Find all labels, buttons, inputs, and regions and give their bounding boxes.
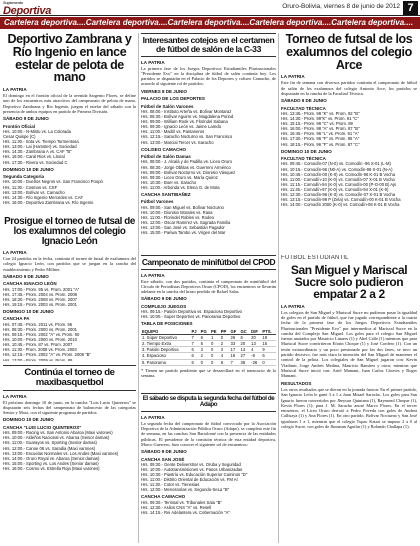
schedule-row: Hrs. 09:00.- William Rook vs. Florindel Sabana (141, 119, 228, 125)
schedule-row: Hrs. 15:00.- Sporting vs. Los Andes (Senior damas) (3, 460, 99, 466)
stat-cell: 6 (220, 359, 230, 365)
stat-cell: 33 (230, 341, 240, 347)
stat-cell: 0 (200, 359, 210, 365)
stat-cell: 0 (220, 334, 230, 340)
schedule-row: Hrs. 10:45.- Comodín-00 (K-0) vs. Comodín-96 K-01 B Vocha (281, 171, 396, 177)
brand-subtitle: Suplemento (3, 0, 23, 5)
schedule-row: Hrs. 10:00.- Prom. 2000 vs. Prom. 2010 (3, 337, 78, 343)
schedule-row: Cesar Quispe (C) (3, 134, 36, 140)
schedule-venue: CANCHA SAN JOSÉ (141, 456, 185, 462)
stat-cell: 13 (240, 347, 251, 353)
schedule-row: Hrs. 13:00.- Prom. 2009 vs. Prom. 89 (3, 357, 73, 361)
schedule-row: Hrs. 09:00.- San Miguel vs. Bolívar Nocturno (141, 204, 224, 210)
brand-title: Deportiva (3, 5, 52, 17)
schedule-venue: CANCHA SANTIBAÑEZ (141, 191, 191, 197)
schedule-row: Hrs. 11:15.- Comodín-94 (K-0) vs. Comodín-00 (P-O-00 B) Ajs (281, 181, 397, 187)
standings-table (141, 329, 276, 366)
schedule-row: Hrs. 14:30.- Río Ingenio Mercedes vs. CAF (3, 194, 84, 200)
team-cell: 4. Espacioso (141, 353, 191, 359)
article-pelota-de-mano (3, 33, 136, 213)
schedule-row: Hrs. 10:00.- Autotransmisiones vs. Pasos Urbanizadas (141, 467, 243, 473)
schedule-row: Hrs. 14:00.- Comodín 2000 (K-0) vs. Comodín-08 K-01 B Vocha (281, 202, 400, 208)
schedule-row: Hrs. 13:00.- Escuelas Normales vs. Los Andes (Maxi varones) (3, 450, 119, 456)
standings-header: PE (210, 329, 220, 335)
standings-header: PG (200, 329, 210, 335)
schedule-row: Hrs. 11:30.- Prom. 2008 vs. Prom. 2003 (3, 347, 77, 353)
schedule-venue: PALACIO DE LOS DEPORTES (141, 96, 205, 102)
schedule-row: Hrs. 15:00.- Pariwa Tambo vs. Virgen del Mar (141, 230, 226, 236)
schedule-row: Hrs. 10:00.- Aldeños Nacional vs. Abaroa (Senior damas) (3, 435, 110, 441)
schedule-venue: CANCHA "LUIS LUCIO QUINTEROS" (3, 424, 82, 430)
stat-cell: 3 (200, 347, 210, 353)
schedule-row: Hrs. 17:45.- Prom. 2004 vs. Prom. 2008 (3, 291, 78, 297)
schedule-row: Hrs. 11:30.- Cosmos vs. CSF (3, 184, 58, 190)
schedule-row: Hrs. 09:00.- Racing vs. San Antonio Abaroa (Maxi varones) (3, 430, 113, 436)
headline: Deportivo Zambrana y Río Ingenio en lance estelar de pelota de mano (7, 33, 132, 85)
schedule-row: Hrs. 17:00.- Prom. 95 vs. Prom. 2001 "A" (3, 286, 80, 292)
masthead (0, 0, 420, 16)
section-kicker: FÚTBOL ESTUDIANTIL (281, 255, 349, 261)
schedule-day: DOMINGO 10 DE JUNIO (3, 166, 54, 172)
source-credit: LA PATRIA (3, 249, 27, 255)
schedule-row: Hrs. 10:30.- Piastría vs. Educación Superior Caminos "D" (141, 472, 248, 478)
stat-cell: 7 (191, 341, 200, 347)
schedule-row: Hrs. 14:30.- Prom. 99"K" vs. Prom. 91 "C" (281, 116, 359, 122)
schedule-row: Hrs. 13:45.- Prom. 98 "K" vs. Prom. 92 "B" (281, 110, 360, 116)
schedule-row: Hrs. 08:30.- Prom. 2000 vs. Prom. 2001 (3, 326, 78, 332)
team-cell: 1. Súper Deportivo (141, 334, 191, 340)
schedule-venue: COMPLEJO JUEGOS (141, 303, 187, 309)
schedule-venue: Frontón Oficial (3, 123, 35, 129)
schedule-row: Hrs. 12:00.- Canoe 06 vs. Saradia (Maxi varones) (3, 445, 96, 451)
schedule-row: Hrs. 09:15.- Prom. 2002 "A" vs. Prom. 90 (3, 332, 80, 338)
schedule-list (3, 287, 136, 307)
stat-cell: 5 (200, 341, 210, 347)
schedule-row: Hrs. 09:30.- Ternisal vs. Tribunales Sala "B" (141, 499, 222, 505)
article-body: Los colegios de San Miguel y Mariscal Sucre no pudieron pasar la igualdad de goles en el partido de fútbol, que fue jugado correspondiente a la cuarta fecha de la primera fase de los Juegos Deportivos Estudiantiles Plurinacionales "Presidente Evo" por intermedios al Mariscal Sucre en la cancha del Complejo San Miguel. Los goles para el colegio San Miguel fueron anotados por Mauricio Linares (1) y Abel Calle (1) mientras que para Mariscal Sucre convirtieron Efrain Choque (1) y José Cordero (1). Con un tesón extraordinario y un poco presionado por las dos fases, se tuvo un partido decisivo, fue más clara la intención del San Miguel de mantener el control de la pelota. Los colegiales de San Miguel jugaron con: Kevin Vladimir, Jorge Andrés Medina, Mauricio Ramírez y otros; mientras que Mariscal Sucre inició con: Ariel Mamani, Juan Carlos Cáceres y Roger Mamani. (281, 309, 417, 379)
schedule-row: Hrs. 12:00.- Menosnolas vs. Segundo-SeLa "B" (141, 487, 230, 493)
table-row (141, 359, 276, 365)
schedule-list (141, 462, 276, 493)
schedule-row: Hrs. 11:00.- Comodín-10 (K-0) vs. Comodín-07 X-01 B Vocha (281, 176, 395, 182)
stat-cell: -9 (250, 353, 261, 359)
schedule-list (141, 309, 276, 319)
column-divider (278, 33, 279, 543)
article-san-miguel-mariscal-sucre (281, 255, 417, 545)
source-credit: LA PATRIA (141, 59, 165, 65)
stat-cell: 6 (191, 359, 200, 365)
schedule-row: Hrs. 09:30.- Liceo Oruro vs. María Quiroz (141, 174, 218, 180)
schedule-row: Hrs. 17:30.- Prom. 96 "F" vs. Prom. 95 "A" (281, 136, 360, 142)
schedule-list (141, 500, 276, 515)
stat-cell: 7 (230, 359, 240, 365)
standings-header: PP (220, 329, 230, 335)
schedule-row: Hrs. 12:15.- Prom. 2002 "A" vs. Prom. 2008 "B" (3, 352, 91, 358)
stat-cell: 0 (210, 347, 220, 353)
stat-cell: 4 (220, 353, 230, 359)
schedule-row: Hrs. 10:00.- Dueños Negros vs. San Francisco Poopó (3, 179, 103, 185)
headline: Campeonato de minifútbol del CPOD (141, 255, 276, 270)
source-credit: LA PATRIA (3, 87, 27, 92)
schedule-row: Hrs. 10:15.- Comodín-96 (N0-A) vs. Comodín-98 X-01 (N-A) (281, 166, 393, 172)
schedule-row: Hrs. 13:00.- San José vs. Sebastián Pagador (141, 225, 225, 231)
schedule-row: Hrs. 11:00.- Guarayos vs. Sporting (Senior damas) (3, 440, 97, 446)
schedule-row: Hrs. 11:00.- Madril vs. Pantaneros (141, 129, 205, 135)
schedule-row: Hrs. 14:00.- Oruro Royal vs. Abaroa (Senior damas) (3, 455, 100, 461)
source-credit: LA PATRIA (281, 74, 305, 80)
schedule-venue: CANCHA PA (3, 316, 30, 322)
article-body: La segunda fecha del campeonato de fútbol convocado por la Asociación Deportiva de la Administración Pública Oruro (Adapo), se completa este fin de semana, en las canchas San Bartolomé con la presencia de las entidades públicas. El presidente de la comisión técnica de esta entidad deportiva, Marco Guerrero, hizo conocer el siguiente rol de encuentros: (141, 420, 276, 447)
schedule-row: Hrs. 19:15.- Prom. 2003 vs. Prom. 2001 (3, 301, 78, 307)
schedule-row: Hrs. 09:30.- Ignacio León vs. Jaime Laredo (141, 124, 222, 130)
standings-header: GC (240, 329, 251, 335)
schedule-row: Hrs. 09:30.- Gente Deliverstrar vs. Oruba y Seguridad (141, 461, 241, 467)
schedule-venue: Segunda Categoría (3, 174, 45, 180)
schedule-row: Hrs. 16:00.- Cosmo vs. Estrella Roja (Maxi varones) (3, 465, 100, 471)
schedule-day: DOMINGO 10 DE JUNIO (281, 148, 332, 154)
schedule-row: Hrs. 09:45.- Comodín-07 (N-0) vs. Comodín -96 X-01 (L-M) (281, 161, 391, 167)
dateline: Oruro-Bolivia, viernes 8 de junio de 2012 (282, 3, 400, 10)
schedule-row: Hrs. 13:00.- Lai (Hamster) vs. Sociedad (3, 144, 77, 150)
schedule-day: DOMINGO 10 DE JUNIO (3, 417, 54, 423)
headline: San Miguel y Mariscal Sucre solo pudieron empatar 2 a 2 (290, 263, 408, 302)
results-title: RESULTADOS (281, 380, 312, 386)
stat-cell: 6 (191, 353, 200, 359)
schedule-row: Hrs. 09:15.- Pasión Deportiva vs. Espacioso Deportivo (141, 309, 243, 315)
article-body: El domingo en el frontón oficial de la avenida Sargento Flores, se define uno de los encuentros más atractivos del campeonato de pelota de mano, Deportivo Zambrana y Río Ingenio, juegan el estelar del sábado con la presencia de ambos equipos en partido de Primera División. (3, 93, 136, 114)
schedule-category: Fútbol de Salón Damas (141, 154, 191, 159)
schedule-row: Hrs. 11:00.- Florindel Robles vs. Rodeo (141, 214, 215, 220)
stat-cell: 6 (200, 334, 210, 340)
results-body: Los otros resultados que se dieron en la jornada fueron: En el primer partido, San Ignacio León le ganó 3 a 1 a Juan Misael Saracho. Los goles para San Ignacio fueron convertidos por Jheyson Quintana (1), Raymond Choque (1), Kevin Flores (1); para J. M. Saracho anotó Marco Flores. En el tercer encuentro, el Liceo Oruro derrotó a Pedro Poveda con goles de Andrea Callisaya (1) y Ana Flores (1). En otro partido, Bolívar Nocturno y San José igualaron 1 a 1, mientras que el colegio Tupac Katari se impuso 2 a 0 al colegio Sucre, con goles de Jhonatan Aguilar (1) y Rolando Challapa (1). (281, 386, 417, 430)
schedule-list (281, 161, 417, 207)
article-body: La primera fase de los Juegos Deportivos Estudiantiles Plurinacionales "Presidente Evo" en la disciplina de fútbol de salón continúa hoy. Los partidos se disputarán en el Palacio de los Deportes y coliseo Camacho, de acuerdo al siguiente rol de partidos: (141, 65, 276, 87)
schedule-row: Hrs. 08:00.- J. Alcalá y de Padilla vs. Liceo Oruro (141, 159, 233, 165)
schedule-list (281, 111, 417, 147)
schedule-venue: CANCHA IGNACIO LEÓN (3, 281, 57, 287)
schedule-category: Fútbol de Salón Varones (141, 103, 194, 109)
schedule-row: Hrs. 11:30.- Sota vs. Tiempo Tormentosa (3, 139, 79, 145)
stat-cell: 0 (210, 353, 220, 359)
headline: Torneo de futsal de los exalumnos del colegio Arce (285, 33, 413, 72)
schedule-row: Hrs. 16:00.- Deportivo Zambrana vs. Río Ingenio (3, 199, 94, 205)
schedule-row: Hrs. 13:15.- Comodín-99 P (Zela) vs. Comodín-00 K-01 B Vocha (281, 197, 401, 203)
article-body: El próximo domingo 10 de junio, en la cancha "Luis Lucio Quinteros" se disputarán seis fechas del campeonato de baloncesto de las categorías Senior y Maxi, con el siguiente programa de partidos: (3, 399, 136, 416)
team-cell: 5. Panorama (141, 359, 191, 365)
schedule-day: VIERNES 8 DE JUNIO (141, 88, 188, 94)
team-cell: 2. Tiempo Extra (141, 341, 191, 347)
schedule-row: Hrs. 10:00.- N-Mistu vs. La Colorada (3, 129, 71, 134)
schedule-row: Hrs. 18:15.- Prom. 96 "F" vs. Prom. 87 "C" (281, 141, 360, 147)
schedule-list (141, 205, 276, 236)
stat-cell: 27 (240, 353, 251, 359)
schedule-row: Hrs. 13:00.- Marcial Tercer vs. Saracho (141, 139, 214, 145)
article-minifutbol-cpod (141, 255, 276, 389)
stat-cell: 6 (240, 334, 251, 340)
standings-header: PTS. (261, 329, 276, 335)
stat-cell: 17 (230, 347, 240, 353)
stat-cell: 3 (220, 347, 230, 353)
schedule-row: Hrs. 12:30.- Comodín-96 (K-0) vs. Comodín-07 X-01 B Vocha (281, 191, 396, 197)
schedule-row: Hrs. 13:00.- Bolívar vs. Camacho (3, 189, 65, 195)
schedule-list (141, 159, 276, 190)
stat-cell: 6 (261, 353, 276, 359)
article-body: Este fin de semana con diversos partidos continúa el campeonato de fútbol de salón de los exalumnos del colegio Antonio Arce, los partidos se disputarán en la cancha de la Facultad Técnica. (281, 80, 417, 96)
schedule-row: Hrs. 11:00.- Distrito Oriental de Educación vs. FM Al (141, 477, 238, 483)
column-divider (138, 33, 139, 543)
stat-cell: 9 (261, 347, 276, 353)
schedule-row: Hrs. 16:00.- Prom. 98 "A" vs. Prom. 87 "B" (281, 126, 360, 132)
schedule-row: Hrs. 17:30.- Rivera vs. Sociedad C (3, 159, 68, 165)
schedule-row: Hrs. 08:30.- Bolívar Aguirre vs. Magdalena Poriod (141, 114, 234, 120)
schedule-row: Hrs. 16:45.- Prom. 96 "L" vs. Prom. 91 "A" (281, 131, 360, 137)
headline: Prosigue el torneo de futsal de los exalumnos del colegio Ignacio León (4, 217, 135, 247)
schedule-list (3, 430, 136, 471)
schedule-row: Hrs. 08:30.- Jorge Oblitas vs. Guerrero Armérico (141, 164, 231, 170)
schedule-row: Hrs. 10:00.- Dionisio Morales vs. Rasa (141, 209, 213, 215)
standings-header: DIF (250, 329, 261, 335)
stat-cell: 13 (250, 341, 261, 347)
stat-cell: 7 (191, 334, 200, 340)
schedule-row: Hrs. 12:30.- Asilos CNS "A" vs. Resell (141, 504, 212, 510)
schedule-list (3, 129, 136, 165)
schedule-venue: CANCHA CAMACHO (141, 494, 186, 500)
schedule-day: SÁBADO 9 DE JUNIO (281, 98, 327, 104)
schedule-venue: FACULTAD TÉCNICA (281, 105, 326, 111)
schedule-venue: COLISEO CAMACHO (141, 146, 186, 152)
article-futbol-adapo (141, 393, 276, 545)
stat-cell: 0 (210, 359, 220, 365)
schedule-row: Hrs. 12:00.- Oscar Ramírez vs. Sagrada Familia (141, 220, 231, 226)
schedule-list (3, 179, 136, 204)
stat-cell: 1 (210, 334, 220, 340)
source-credit: LA PATRIA (3, 393, 27, 399)
standings-header: GF (230, 329, 240, 335)
standings-header: PJ (191, 329, 200, 335)
stat-cell: 35 (240, 359, 251, 365)
team-cell: 3. Pasión Deportiva (141, 347, 191, 353)
stat-cell: 6 (191, 347, 200, 353)
stat-cell: 20 (240, 341, 251, 347)
stat-cell: 2 (200, 353, 210, 359)
stat-cell: 0 (261, 359, 276, 365)
article-maxibasquetbol (3, 365, 136, 543)
source-credit: LA PATRIA (141, 272, 165, 278)
schedule-row: Hrs. 14:15.- Rei Adelantera vs. Cebernación "A" (141, 510, 230, 516)
schedule-day: SÁBADO 9 DE JUNIO (141, 449, 187, 455)
schedule-row: Hrs. 11:30.- Cotor vs. Tienesias (141, 482, 200, 488)
stat-cell: 20 (250, 334, 261, 340)
headline: Interesantes cotejos en el certamen de fútbol de salón de la C-33 (141, 33, 276, 57)
footnote: * Tienen un partido pendiente que se desarrollará en el transcurso de la semana. (141, 367, 276, 379)
headline: El sábado se disputa la segunda fecha del fútbol de Adapo (141, 393, 276, 412)
schedule-day: SÁBADO 9 DE JUNIO (3, 116, 49, 122)
schedule-row: Hrs. 14:30.- Zambrana A vs. CAF "B" (3, 149, 72, 155)
section-banner: Cartelera deportiva....Cartelera deportiva....Cartelera deportiva....Cartelera deportiva....Cartelera deportiva.... (0, 17, 420, 29)
schedule-row: Hrs. 11:00.- Arbonda vs. Elena G. de Mota (141, 184, 220, 190)
brand-logo (3, 1, 51, 17)
schedule-list (141, 109, 276, 145)
schedule-row: Hrs. 11:45.- Comodín-97 (K-0) vs. Comodín-94 X-01 (K-0) (281, 186, 389, 192)
stat-cell: 26 (230, 334, 240, 340)
schedule-row: Hrs. 16:00.- Caral Rios vs. Litoral (3, 154, 65, 160)
source-credit: LA PATRIA (141, 414, 165, 420)
schedule-venue: FACULTAD TÉCNICA (281, 156, 326, 162)
article-futbol-salon-c33 (141, 33, 276, 251)
stat-cell: -28 (250, 359, 261, 365)
stat-cell: 2 (220, 341, 230, 347)
schedule-row: Hrs. 15:15.- Prom. 99 "C" vs. Prom. 89 (281, 121, 353, 127)
schedule-row: Hrs. 12:15.- Saracho Nocturno vs. San Francisco (141, 134, 233, 140)
schedule-category: Fútbol Varones (141, 199, 174, 205)
schedule-row: Hrs. 08:00.- Instituto Arteña vs. Bolívar Montaraz (141, 108, 232, 114)
schedule-day: SÁBADO 9 DE JUNIO (141, 296, 187, 302)
stat-cell: 0 (210, 341, 220, 347)
schedule-row: Hrs. 07:45.- Prom. 2011 vs. Prom. 96 (3, 321, 73, 327)
headline: Continúa el torneo de maxibasquetbol (3, 365, 136, 391)
schedule-row: Hrs. 10:00.- Super Deportivo vs. Panorama Deportivo (141, 314, 241, 320)
schedule-day: DOMINGO 10 DE JUNIO (3, 309, 54, 315)
standings-header: EQUIPO (141, 329, 191, 335)
article-futsal-ignacio-leon (3, 217, 136, 361)
article-body: Este sábado, con dos partidos, continúa el campeonato de minifútbol del Círculo de Periodistas Deportivos Oruro (CPOD), los encuentros se llevarán adelante en la cancha del brazo perdido de Rafael Salas. (141, 278, 276, 295)
schedule-day: SÁBADO 9 DE JUNIO (3, 273, 49, 279)
schedule-row: Hrs. 09:00.- Bolívar Nocturno vs. Dionisio Vásquez (141, 169, 236, 175)
page-number: 7 (403, 1, 418, 15)
schedule-row: Hrs. 10:45.- Prom. 87 vs. Prom. 2007 (3, 342, 73, 348)
schedule-row: Hrs. 18:30.- Prom. 2008 vs. Prom. 2007 (3, 296, 78, 302)
stat-cell: 4 (250, 347, 261, 353)
stat-cell: 19 (261, 334, 276, 340)
standings-title: TABLA DE POSICIONES (141, 321, 193, 327)
article-futsal-arce (281, 33, 417, 249)
schedule-row: Hrs. 10:30.- Boer vs. Saracho (141, 179, 197, 185)
stat-cell: 15 (261, 341, 276, 347)
stat-cell: 18 (230, 353, 240, 359)
schedule-list (3, 322, 136, 361)
article-body: Con 24 partidos en la fecha, continúa el torneo de futsal de exalumnos del colegio Ignacio León, con partidos que se juegan en la cancha del establecimiento y Pedro Millner. (3, 255, 136, 272)
source-credit: LA PATRIA (281, 303, 305, 309)
